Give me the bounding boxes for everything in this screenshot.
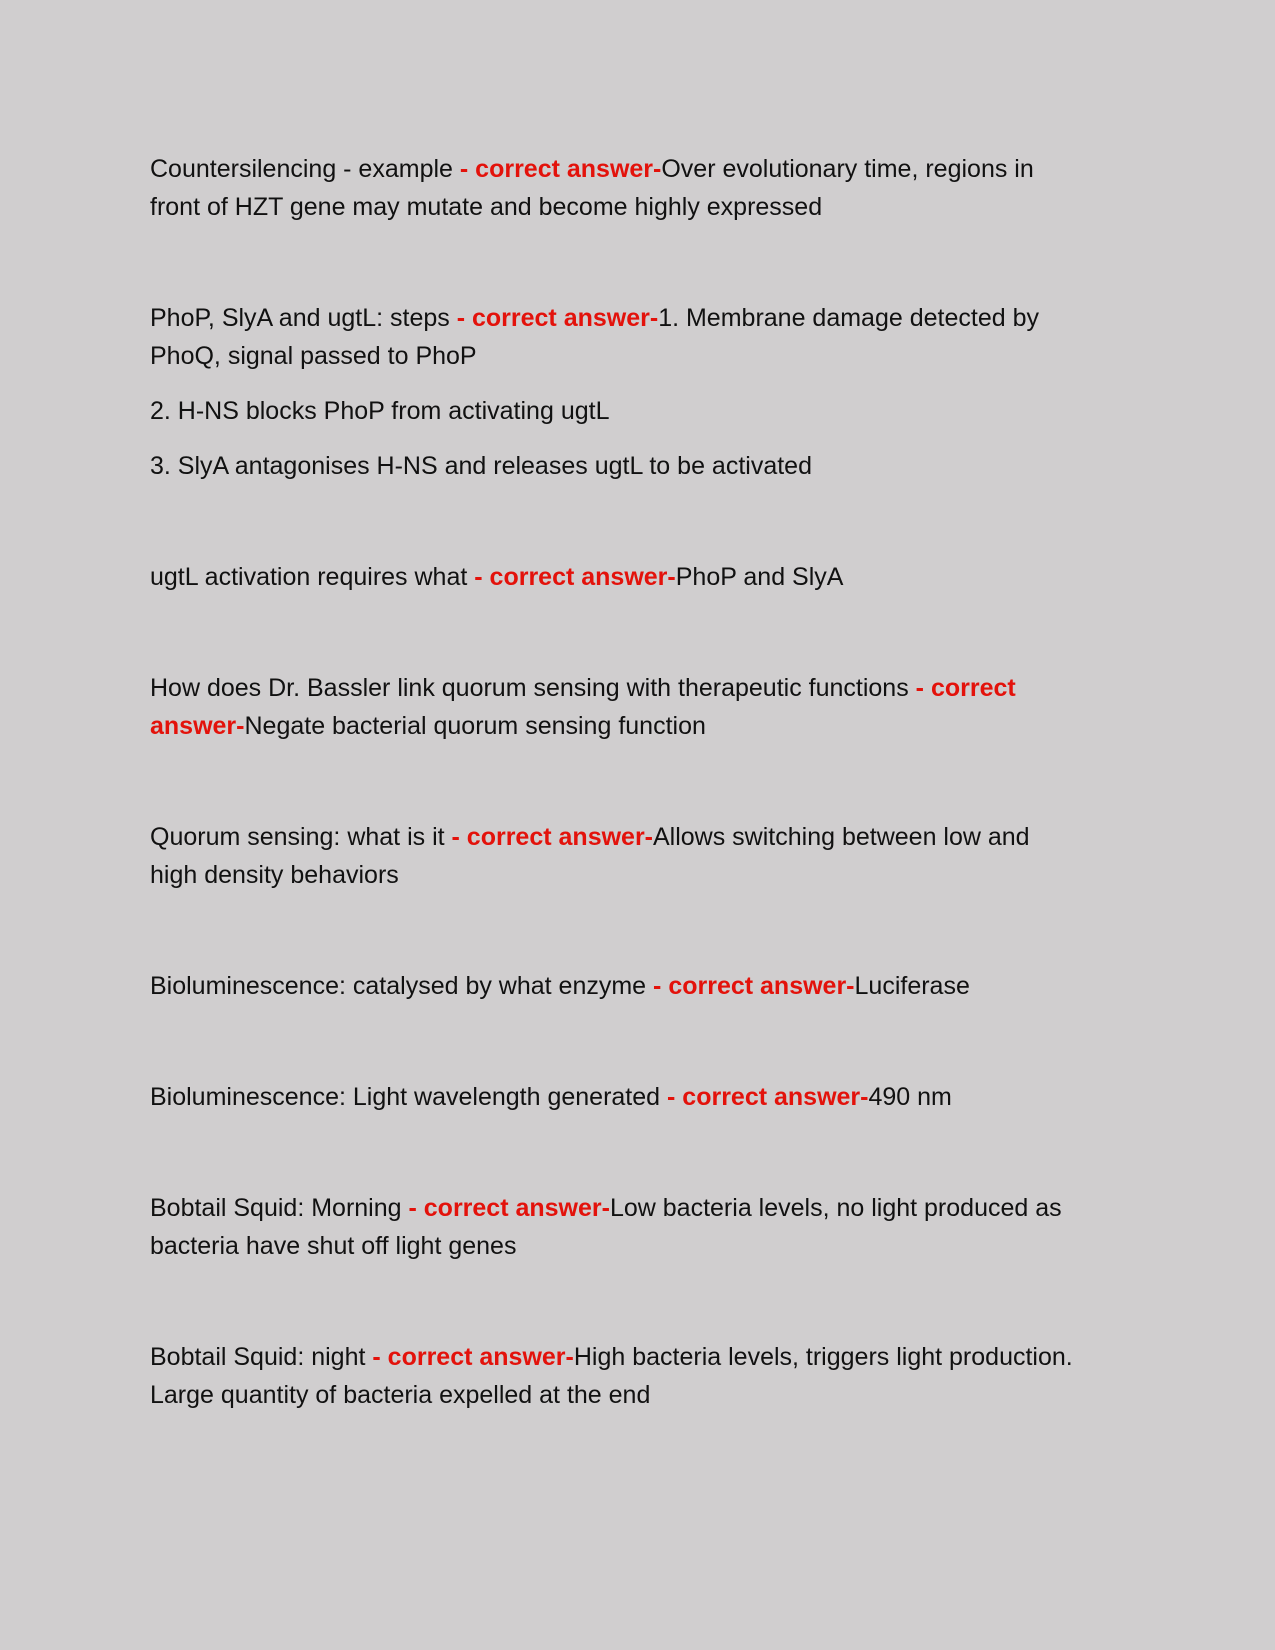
- answer-step: 3. SlyA antagonises H-NS and releases ugtL to be activated: [150, 452, 812, 480]
- answer-separator: - correct answer-: [667, 1083, 869, 1111]
- answer-separator: - correct answer-: [451, 823, 653, 851]
- question-text: How does Dr. Bassler link quorum sensing with therapeutic functions: [150, 674, 909, 702]
- flashcard-entry: [150, 669, 1075, 745]
- question-text: Bioluminescence: catalysed by what enzyme: [150, 972, 647, 1000]
- question-text: Bioluminescence: Light wavelength generated: [150, 1083, 661, 1111]
- answer-text: 490 nm: [868, 1083, 952, 1111]
- flashcard-entry: [150, 1338, 1075, 1414]
- flashcard-text: [150, 1078, 1075, 1116]
- flashcard-entry: [150, 150, 1075, 226]
- flashcard-text: [150, 818, 1075, 894]
- answer-text: Low bacteria levels, no light produced as bacteria have shut off light genes: [150, 1194, 1062, 1260]
- flashcard-entry: [150, 558, 1075, 596]
- flashcard-entry: [150, 818, 1075, 894]
- flashcard-text: [150, 150, 1075, 226]
- question-text: Bobtail Squid: Morning: [150, 1194, 402, 1222]
- flashcard-text: [150, 1189, 1075, 1265]
- answer-text: PhoP and SlyA: [675, 563, 844, 591]
- answer-separator: - correct answer-: [372, 1343, 574, 1371]
- flashcard-text: [150, 1338, 1075, 1414]
- flashcard-text: [150, 669, 1075, 745]
- answer-separator: - correct answer-: [150, 674, 1016, 740]
- flashcard-text: [150, 967, 1075, 1005]
- answer-text: 1. Membrane damage detected by PhoQ, signal passed to PhoP: [150, 304, 1039, 370]
- answer-text: High bacteria levels, triggers light production. Large quantity of bacteria expelled at the end: [150, 1343, 1073, 1409]
- flashcard-entry: [150, 299, 1075, 485]
- answer-separator: - correct answer-: [408, 1194, 610, 1222]
- answer-step: 2. H-NS blocks PhoP from activating ugtL: [150, 397, 610, 425]
- answer-text: Allows switching between low and high density behaviors: [150, 823, 1030, 889]
- question-text: Quorum sensing: what is it: [150, 823, 445, 851]
- question-text: ugtL activation requires what: [150, 563, 468, 591]
- answer-separator: - correct answer-: [653, 972, 855, 1000]
- flashcard-entry: [150, 967, 1075, 1005]
- answer-text: Over evolutionary time, regions in front of HZT gene may mutate and become highly expressed: [150, 155, 1034, 221]
- answer-text: Negate bacterial quorum sensing function: [244, 712, 706, 740]
- flashcard-text: [150, 558, 1075, 596]
- answer-separator: - correct answer-: [474, 563, 676, 591]
- flashcard-text: [150, 299, 1075, 375]
- answer-separator: - correct answer-: [459, 155, 662, 183]
- answer-separator: - correct answer-: [456, 304, 659, 332]
- question-text: Bobtail Squid: night: [150, 1343, 366, 1371]
- flashcard-entry: [150, 1189, 1075, 1265]
- answer-text: Luciferase: [854, 972, 970, 1000]
- flashcard-entry: [150, 1078, 1075, 1116]
- question-text: Countersilencing - example: [150, 155, 453, 183]
- question-text: PhoP, SlyA and ugtL: steps: [150, 304, 450, 332]
